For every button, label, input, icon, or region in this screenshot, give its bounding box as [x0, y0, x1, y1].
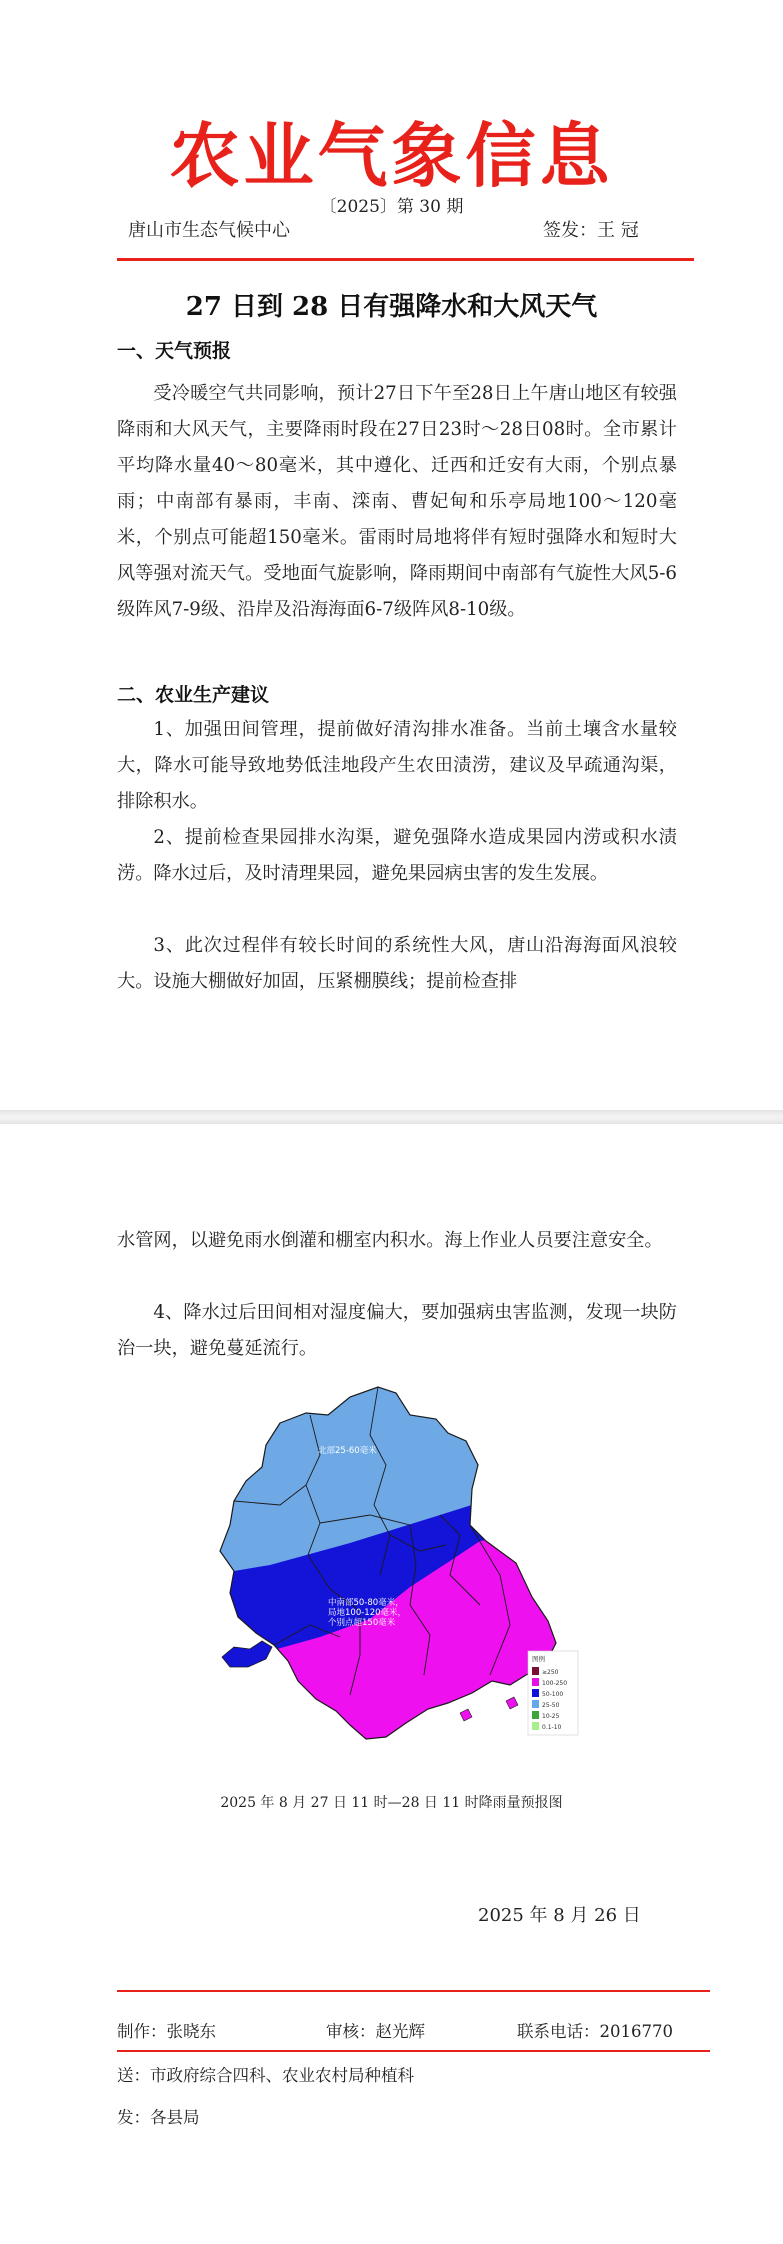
legend-label: 25-50 [542, 1702, 560, 1709]
signer: 签发：王 冠 [543, 220, 639, 241]
legend-swatch [532, 1722, 539, 1730]
footer-reviewer: 审核：赵光辉 [326, 2022, 425, 2041]
issue-date: 2025 年 8 月 26 日 [478, 1905, 641, 1926]
map-south-label-1: 中南部50-80毫米， [328, 1598, 404, 1608]
document-title: 27 日到 28 日有强降水和大风天气 [185, 292, 598, 322]
rainfall-forecast-map [210, 1375, 580, 1765]
map-south-label-2: 局地100-120毫米， [328, 1608, 407, 1618]
legend-label: 100-250 [542, 1680, 568, 1687]
legend-label: 0.1-10 [542, 1724, 562, 1731]
footer-top-divider [117, 1990, 710, 1992]
advice-paragraph-4: 4、降水过后田间相对湿度偏大，要加强病虫害监测，发现一块防治一块，避免蔓延流行。 [117, 1302, 677, 1359]
map-island [506, 1697, 518, 1709]
legend-label: ≥250 [542, 1669, 559, 1676]
map-west-enclave [222, 1641, 272, 1667]
section-heading-advice: 二、农业生产建议 [117, 684, 270, 706]
rainfall-map-svg [210, 1375, 580, 1765]
issuing-organization: 唐山市生态气候中心 [128, 220, 290, 241]
legend-swatch [532, 1689, 539, 1697]
map-north-label: 北部25-60毫米 [318, 1446, 377, 1456]
section-heading-forecast: 一、天气预报 [117, 340, 232, 362]
header-divider [117, 258, 694, 261]
advice-paragraph-3-continued: 水管网，以避免雨水倒灌和棚室内积水。海上作业人员要注意安全。 [117, 1230, 663, 1251]
masthead-title: 农业气象信息 [169, 115, 614, 197]
map-island [460, 1709, 472, 1721]
advice-paragraph-2: 2、提前检查果园排水沟渠，避免强降水造成果园内涝或积水渍涝。降水过后，及时清理果园，避免果园病虫害的发生发展。 [117, 827, 677, 884]
footer-bottom-divider [117, 2050, 710, 2052]
legend-label: 10-25 [542, 1713, 560, 1720]
legend-swatch [532, 1700, 539, 1708]
issue-number: 〔2025〕第 30 期 [319, 197, 464, 217]
map-south-label-3: 个别点超150毫米 [328, 1618, 396, 1628]
legend-swatch [532, 1678, 539, 1686]
legend-title: 图例 [532, 1655, 545, 1663]
map-caption: 2025 年 8 月 27 日 11 时—28 日 11 时降雨量预报图 [220, 1795, 563, 1811]
forecast-paragraph: 受冷暖空气共同影响，预计27日下午至28日上午唐山地区有较强降雨和大风天气，主要降雨时段在27日23时～28日08时。全市累计平均降水量40～80毫米，其中遵化、迁西和迁安有大雨，个别点暴雨；中南部有暴雨，丰南、滦南、曹妃甸和乐亭局地100～120毫米，个别点可能超150毫米。雷雨时局地将伴有短时强降水和短时大风等强对流天气。受地面气旋影响，降雨期间中南部有气旋性大风5-6级阵风7-9级、沿岸及沿海海面6-7级阵风8-10级。 [117, 383, 677, 620]
page-1 [0, 0, 783, 1110]
page-separator [0, 1110, 783, 1124]
footer-send-to: 送：市政府综合四科、农业农村局种植科 [117, 2066, 414, 2085]
footer-phone: 联系电话：2016770 [517, 2022, 673, 2041]
map-legend [528, 1651, 578, 1735]
advice-paragraph-1: 1、加强田间管理，提前做好清沟排水准备。当前土壤含水量较大，降水可能导致地势低洼地段产生农田渍涝，建议及早疏通沟渠，排除积水。 [117, 719, 677, 812]
legend-label: 50-100 [542, 1691, 564, 1698]
legend-swatch [532, 1711, 539, 1719]
advice-paragraph-3: 3、此次过程伴有较长时间的系统性大风，唐山沿海海面风浪较大。设施大棚做好加固，压紧棚膜线；提前检查排 [117, 935, 677, 992]
footer-maker: 制作：张晓东 [117, 2022, 216, 2041]
legend-swatch [532, 1667, 539, 1675]
footer-distribute: 发：各县局 [117, 2108, 200, 2127]
